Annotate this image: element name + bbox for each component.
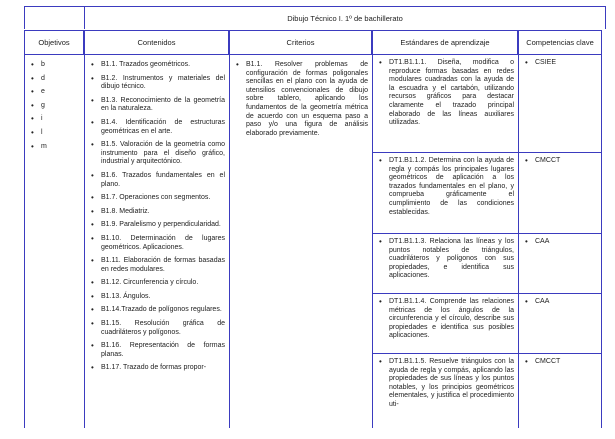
bullet-icon: • <box>91 170 94 180</box>
contenido-item-text: B1.12. Circunferencia y círculo. <box>101 279 199 287</box>
contenido-item <box>91 235 225 252</box>
competencia-row <box>519 233 601 294</box>
objetivo-item <box>31 115 80 124</box>
contenido-item-text: B1.1. Trazados geométricos. <box>101 61 191 68</box>
header-competencias: Competencias clave <box>518 30 602 55</box>
contenido-item <box>91 279 225 288</box>
competencia-row <box>519 152 601 234</box>
bullet-icon: • <box>91 291 94 301</box>
competencia-list <box>519 294 601 307</box>
contenido-item-text: B1.16. Representación de formas planas. <box>101 342 225 358</box>
competencia-item-text: CSIEE <box>535 59 557 66</box>
contenido-item <box>91 342 225 359</box>
contenido-item <box>91 306 225 315</box>
header-estandares: Estándares de aprendizaje <box>372 30 518 55</box>
contenido-item-text: B1.17. Trazado de formas propor- <box>101 364 207 372</box>
bullet-icon: • <box>525 297 528 306</box>
bullet-icon: • <box>91 233 94 243</box>
estandar-list <box>373 354 518 410</box>
contenido-item <box>91 320 225 337</box>
estandar-item-text: DT1.B1.1.4. Comprende las relaciones métricas de los ángulos de la circunferencia y el círculo, describe sus propiedades e identifica sus posibles aplicaciones. <box>389 298 514 340</box>
estandar-item-text: DT1.B1.1.3. Relaciona las líneas y los puntos notables de triángulos, cuadriláteros y polígonos con sus propiedades, e identifica sus aplicaciones. <box>389 238 514 280</box>
contenido-item <box>91 257 225 274</box>
bullet-icon: • <box>91 140 94 150</box>
contenidos-list <box>85 55 229 373</box>
estandar-row <box>373 353 518 428</box>
bullet-icon: • <box>31 87 34 97</box>
contenido-item <box>91 364 225 373</box>
competencia-item-text: CMCCT <box>535 358 561 365</box>
contenido-item-text: B1.13. Ángulos. <box>101 292 151 300</box>
estandares-column <box>372 55 518 428</box>
estandar-list <box>373 55 518 128</box>
objetivo-item <box>31 129 80 138</box>
bullet-icon: • <box>525 156 528 165</box>
criterios-list <box>230 55 372 138</box>
bullet-icon: • <box>91 341 94 351</box>
objetivos-list <box>25 55 84 151</box>
criterio-item-text: B1.1. Resolver problemas de configuración de formas poligonales sencillas en el plano con la ayuda de utensilios convencionales de dibujo sobre tablero, aplicando los fundamentos de la geometría métrica de acuerdo con un esquema paso a paso y/o una figura de análisis elaborado previamente. <box>246 61 368 137</box>
objetivo-item <box>31 88 80 97</box>
objetivo-item <box>31 102 80 111</box>
bullet-icon: • <box>31 141 34 151</box>
competencia-item-text: CAA <box>535 298 550 305</box>
contenido-item <box>91 141 225 167</box>
bullet-icon: • <box>31 100 34 110</box>
header-criterios: Criterios <box>229 30 372 55</box>
header-objetivos: Objetivos <box>24 30 84 55</box>
competencias-column <box>518 55 602 428</box>
bullet-icon: • <box>525 237 528 246</box>
competencia-row <box>519 353 601 428</box>
competencia-row <box>519 293 601 354</box>
competencia-item <box>525 358 597 367</box>
estandar-row <box>373 233 518 294</box>
bullet-icon: • <box>379 58 382 67</box>
objetivo-item-text: d <box>41 74 45 82</box>
objetivo-item <box>31 143 80 152</box>
bullet-icon: • <box>91 363 94 373</box>
estandar-item-text: DT1.B1.1.5. Resuelve triángulos con la ayuda de regla y compás, aplicando las propiedades de sus líneas y los puntos notables, y los principios geométricos elementales, y justifica el procedimiento uti- <box>389 358 514 408</box>
contenido-item-text: B1.8. Mediatriz. <box>101 207 150 215</box>
competencia-list <box>519 55 601 68</box>
contenido-item-text: B1.7. Operaciones con segmentos. <box>101 194 211 202</box>
contenido-item <box>91 208 225 217</box>
competencia-item <box>525 298 597 307</box>
bullet-icon: • <box>91 193 94 203</box>
bullet-icon: • <box>91 256 94 266</box>
objetivo-item-text: b <box>41 61 45 68</box>
estandar-row <box>373 152 518 234</box>
competencia-list <box>519 354 601 367</box>
contenido-item-text: B1.15. Resolución gráfica de cuadriláteros y polígonos. <box>101 320 225 336</box>
bullet-icon: • <box>31 127 34 137</box>
contenido-item-text: B1.11. Elaboración de formas basadas en redes modulares. <box>101 257 225 273</box>
contenido-item-text: B1.2. Instrumentos y materiales del dibujo técnico. <box>101 74 225 91</box>
bullet-icon: • <box>31 60 34 69</box>
bullet-icon: • <box>91 305 94 315</box>
table-body <box>24 55 606 428</box>
objetivo-item-text: e <box>41 88 45 96</box>
bullet-icon: • <box>91 206 94 216</box>
competencia-list <box>519 153 601 166</box>
contenido-item <box>91 75 225 92</box>
contenido-item-text: B1.6. Trazados fundamentales en el plano. <box>101 171 225 188</box>
estandar-item <box>379 298 514 341</box>
title-blank-cell <box>24 6 84 29</box>
contenido-item <box>91 221 225 230</box>
curriculum-table <box>24 6 606 428</box>
contenido-item-text: B1.3. Reconocimiento de la geometría en la naturaleza. <box>101 96 225 113</box>
competencia-item-text: CAA <box>535 238 550 245</box>
estandar-row <box>373 55 518 152</box>
bullet-icon: • <box>91 73 94 83</box>
bullet-icon: • <box>379 237 382 246</box>
competencia-item <box>525 238 597 247</box>
bullet-icon: • <box>91 220 94 230</box>
table-title: Dibujo Técnico I. 1º de bachillerato <box>84 6 606 29</box>
bullet-icon: • <box>31 73 34 83</box>
competencia-item <box>525 157 597 166</box>
contenido-item-text: B1.9. Paralelismo y perpendicularidad. <box>101 221 221 229</box>
competencia-item <box>525 59 597 68</box>
estandar-item <box>379 358 514 410</box>
objetivos-column <box>24 55 84 428</box>
bullet-icon: • <box>91 278 94 288</box>
bullet-icon: • <box>525 58 528 67</box>
estandar-row <box>373 293 518 354</box>
contenido-item-text: B1.4. Identificación de estructuras geométricas en el arte. <box>101 118 225 135</box>
estandar-item-text: DT1.B1.1.1. Diseña, modifica o reproduce formas basadas en redes modulares cuadradas con la ayuda de la escuadra y el cartabón, utilizando recursos gráficos para destacar claramente el trazado principal elaborado de las líneas auxiliares utilizadas. <box>389 59 514 127</box>
bullet-icon: • <box>31 114 34 124</box>
bullet-icon: • <box>379 156 382 165</box>
bullet-icon: • <box>525 357 528 366</box>
contenido-item <box>91 61 225 70</box>
bullet-icon: • <box>236 60 239 69</box>
bullet-icon: • <box>379 297 382 306</box>
estandar-list <box>373 234 518 281</box>
objetivo-item <box>31 75 80 84</box>
objetivo-item-text: g <box>41 101 45 109</box>
contenido-item <box>91 97 225 114</box>
bullet-icon: • <box>379 357 382 366</box>
bullet-icon: • <box>91 60 94 69</box>
bullet-icon: • <box>91 117 94 127</box>
contenido-item-text: B1.10. Determinación de lugares geométricos. Aplicaciones. <box>101 234 225 251</box>
header-row <box>24 30 606 55</box>
estandar-item <box>379 238 514 281</box>
objetivo-item <box>31 61 80 70</box>
estandar-list <box>373 294 518 341</box>
contenido-item <box>91 172 225 189</box>
contenido-item-text: B1.14.Trazado de polígonos regulares. <box>101 306 222 314</box>
competencia-row <box>519 55 601 152</box>
bullet-icon: • <box>91 319 94 329</box>
contenido-item <box>91 194 225 203</box>
estandar-item <box>379 157 514 217</box>
objetivo-item-text: i <box>41 115 43 123</box>
objetivo-item-text: m <box>41 142 47 150</box>
estandar-list <box>373 153 518 217</box>
competencia-list <box>519 234 601 247</box>
contenido-item <box>91 293 225 302</box>
criterio-item <box>236 61 368 138</box>
contenido-item <box>91 119 225 136</box>
criterios-column <box>229 55 372 428</box>
estandar-item <box>379 59 514 128</box>
objetivo-item-text: l <box>41 128 43 136</box>
contenido-item-text: B1.5. Valoración de la geometría como instrumento para el diseño gráfico, industrial y arquitectónico. <box>101 141 225 166</box>
bullet-icon: • <box>91 95 94 105</box>
title-row <box>24 6 606 29</box>
contenidos-column <box>84 55 229 428</box>
estandar-item-text: DT1.B1.1.2. Determina con la ayuda de regla y compás los principales lugares geométricos de aplicación a los trazados fundamentales en el plano, y comprueba gráficamente el cumplimiento de las condiciones establecidas. <box>389 157 514 216</box>
header-contenidos: Contenidos <box>84 30 229 55</box>
competencia-item-text: CMCCT <box>535 157 561 164</box>
